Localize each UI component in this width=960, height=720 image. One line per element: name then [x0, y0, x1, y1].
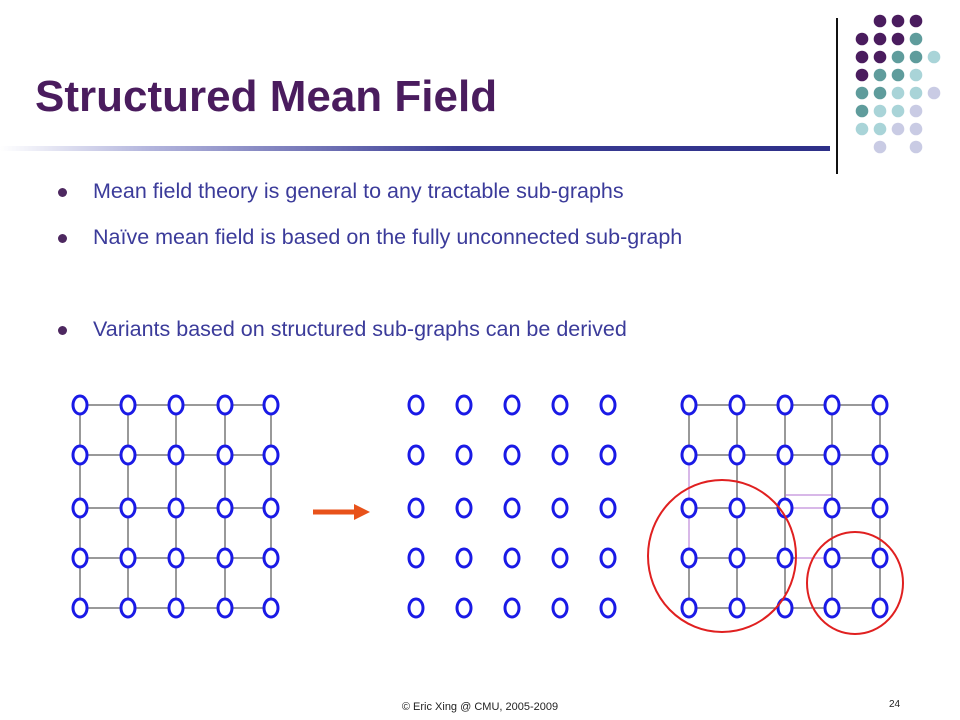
graph-node [873, 499, 887, 517]
graph-node [778, 396, 792, 414]
graph-node [730, 446, 744, 464]
graph-node [682, 549, 696, 567]
graph-node [169, 446, 183, 464]
graph-node [682, 396, 696, 414]
footer-copyright: © Eric Xing @ CMU, 2005-2009 [401, 701, 559, 713]
graph-node [825, 599, 839, 617]
graph-node [873, 396, 887, 414]
graph-node [505, 599, 519, 617]
graph-node [457, 499, 471, 517]
graph-node [553, 549, 567, 567]
graph-node [218, 446, 232, 464]
graph-node [601, 549, 615, 567]
graph-node [825, 549, 839, 567]
graph-node [505, 446, 519, 464]
graph-node [457, 396, 471, 414]
graph-node [409, 549, 423, 567]
graph-node [553, 599, 567, 617]
graph-node [264, 446, 278, 464]
graph-node [553, 446, 567, 464]
graph-node [264, 396, 278, 414]
graph-node [409, 396, 423, 414]
bullet-text: Mean field theory is general to any tractable sub-graphs [93, 179, 624, 203]
graph-node [121, 396, 135, 414]
graph-node [601, 499, 615, 517]
graph-node [218, 396, 232, 414]
graph-node [73, 446, 87, 464]
graph-node [169, 599, 183, 617]
graph-node [601, 396, 615, 414]
graph-node [825, 446, 839, 464]
graph-node [218, 599, 232, 617]
graph-node [505, 499, 519, 517]
graph-node [73, 549, 87, 567]
graph-node [601, 446, 615, 464]
graph-node [73, 396, 87, 414]
graph-node [121, 446, 135, 464]
graph-node [682, 599, 696, 617]
graph-node [778, 549, 792, 567]
graph-node [873, 549, 887, 567]
graph-node [457, 549, 471, 567]
graph-node [730, 396, 744, 414]
graph-node [169, 499, 183, 517]
subgraph-highlight-circle [648, 480, 796, 632]
graph-node [121, 599, 135, 617]
graph-node [409, 499, 423, 517]
graph-node [682, 499, 696, 517]
graph-node [264, 599, 278, 617]
graph-node [873, 599, 887, 617]
graph-node [169, 396, 183, 414]
graph-node [825, 396, 839, 414]
graph-node [505, 396, 519, 414]
graph-node [264, 549, 278, 567]
graph-node [409, 599, 423, 617]
subgraph-highlight-circle [807, 532, 903, 634]
bullet-text: Variants based on structured sub-graphs can be derived [93, 317, 627, 341]
graph-node [73, 499, 87, 517]
arrow-head [354, 504, 370, 520]
graph-node [169, 549, 183, 567]
graph-node [409, 446, 423, 464]
graph-node [553, 396, 567, 414]
graph-node [218, 499, 232, 517]
structured-grid-graph [648, 396, 903, 634]
unconnected-grid-graph [409, 396, 615, 617]
full-grid-graph [73, 396, 278, 617]
bullet-text: Naïve mean field is based on the fully unconnected sub-graph [93, 225, 683, 249]
graph-node [730, 599, 744, 617]
graph-node [825, 499, 839, 517]
graph-node [218, 549, 232, 567]
graph-node [682, 446, 696, 464]
graph-node [553, 499, 567, 517]
graph-node [505, 549, 519, 567]
graph-node [457, 599, 471, 617]
slide-title: Structured Mean Field [35, 72, 498, 121]
graph-node [730, 549, 744, 567]
graph-node [73, 599, 87, 617]
graph-node [457, 446, 471, 464]
graph-node [601, 599, 615, 617]
graph-node [121, 499, 135, 517]
right-arrow-icon [313, 504, 370, 520]
graph-node [121, 549, 135, 567]
graph-node [264, 499, 278, 517]
graph-node [730, 499, 744, 517]
graph-node [873, 446, 887, 464]
graph-node [778, 446, 792, 464]
page-number: 24 [889, 699, 901, 710]
